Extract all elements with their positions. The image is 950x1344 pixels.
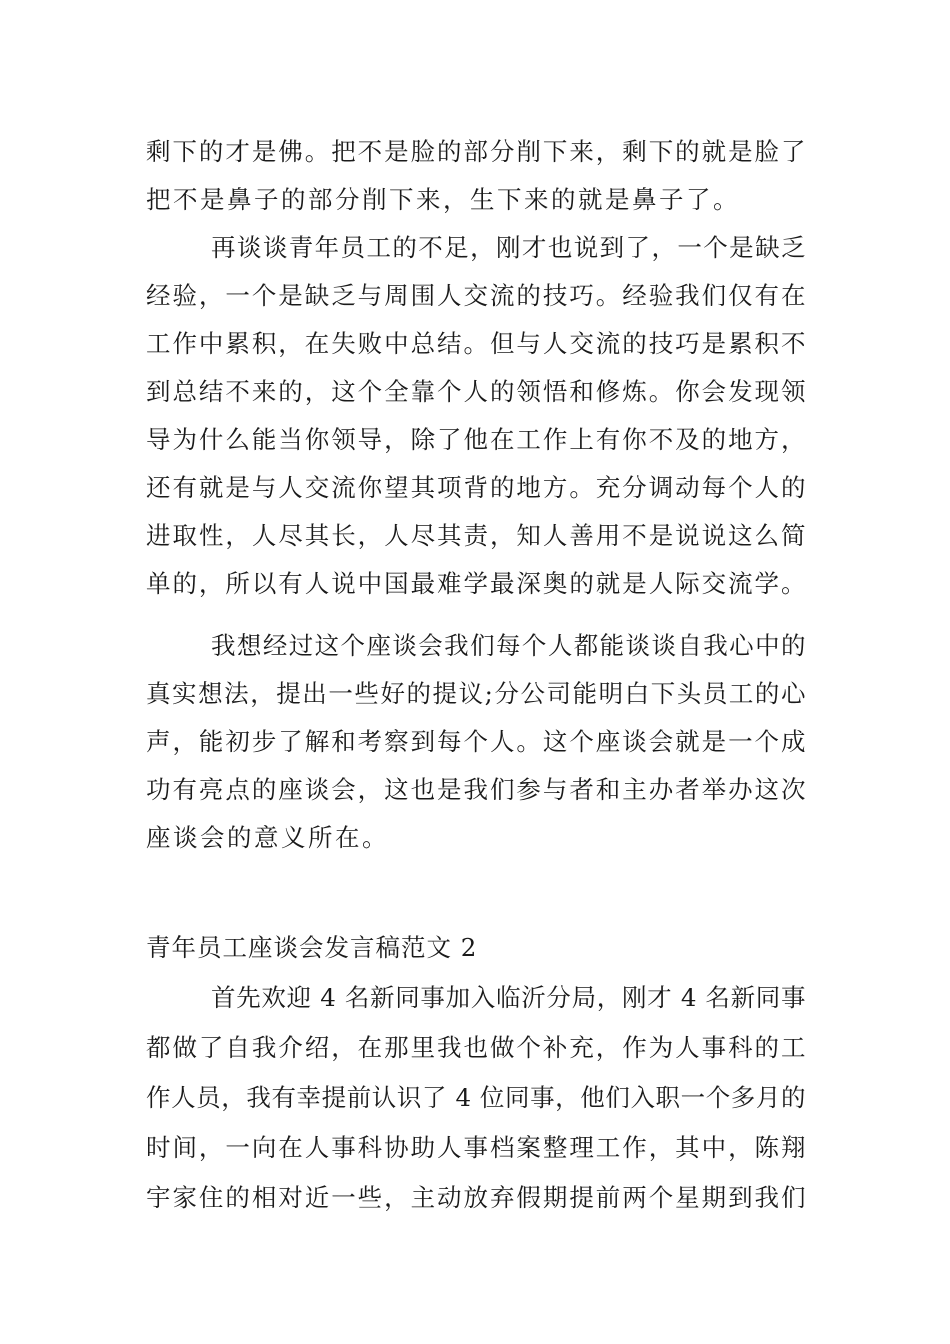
text-line: 把不是鼻子的部分削下来，生下来的就是鼻子了。 <box>146 185 740 214</box>
text-line: 工作中累积，在失败中总结。但与人交流的技巧是累积不 <box>146 329 806 358</box>
text-line: 还有就是与人交流你望其项背的地方。充分调动每个人的 <box>146 473 806 502</box>
text-line: 座谈会的意义所在。 <box>146 823 389 852</box>
text-line: 作人员，我有幸提前认识了 4 位同事，他们入职一个多月的 <box>146 1083 806 1112</box>
text-line: 声，能初步了解和考察到每个人。这个座谈会就是一个成 <box>146 727 806 756</box>
text-line: 剩下的才是佛。把不是脸的部分削下来，剩下的就是脸了 <box>146 137 806 166</box>
text-line: 再谈谈青年员工的不足，刚才也说到了，一个是缺乏 <box>211 233 806 262</box>
text-line: 真实想法，提出一些好的提议;分公司能明白下头员工的心 <box>146 679 806 708</box>
text-line: 我想经过这个座谈会我们每个人都能谈谈自我心中的 <box>211 631 806 660</box>
text-line: 进取性，人尽其长，人尽其责，知人善用不是说说这么简 <box>146 521 806 550</box>
text-line: 功有亮点的座谈会，这也是我们参与者和主办者举办这次 <box>146 775 806 804</box>
text-line: 导为什么能当你领导，除了他在工作上有你不及的地方， <box>146 425 806 454</box>
text-line: 到总结不来的，这个全靠个人的领悟和修炼。你会发现领 <box>146 377 806 406</box>
text-line: 时间，一向在人事科协助人事档案整理工作，其中，陈翔 <box>146 1133 806 1162</box>
text-line: 经验，一个是缺乏与周围人交流的技巧。经验我们仅有在 <box>146 281 806 310</box>
text-line: 首先欢迎 4 名新同事加入临沂分局，刚才 4 名新同事 <box>211 983 806 1012</box>
text-line: 单的，所以有人说中国最难学最深奥的就是人际交流学。 <box>146 569 806 598</box>
text-line: 都做了自我介绍，在那里我也做个补充，作为人事科的工 <box>146 1033 806 1062</box>
text-line: 宇家住的相对近一些，主动放弃假期提前两个星期到我们 <box>146 1183 806 1212</box>
section-title: 青年员工座谈会发言稿范文 2 <box>146 933 478 962</box>
